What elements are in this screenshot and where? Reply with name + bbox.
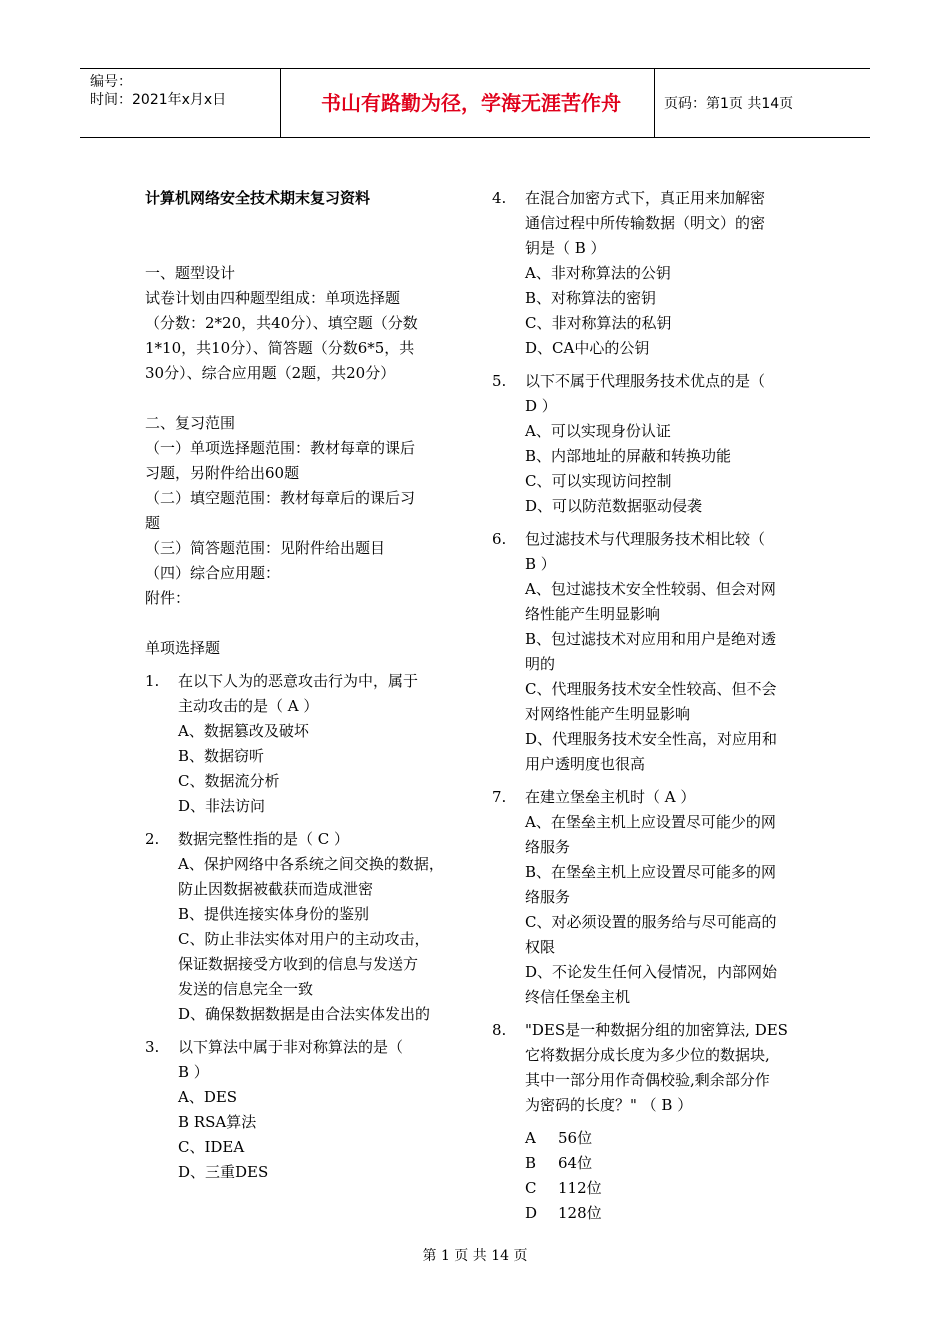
section-title: 二、复习范围 xyxy=(145,414,236,432)
option: B、包过滤技术对应用和用户是绝对透 xyxy=(525,630,777,648)
option-text: 56位 xyxy=(558,1129,593,1147)
question-stem: B ） xyxy=(525,555,556,573)
option: 发送的信息完全一致 xyxy=(178,980,314,998)
option: B RSA算法 xyxy=(178,1113,257,1131)
question-stem: 以下不属于代理服务技术优点的是（ xyxy=(525,372,766,390)
section-title: 单项选择题 xyxy=(145,639,221,657)
option: D、代理服务技术安全性高，对应用和 xyxy=(525,730,778,748)
question-number: 2. xyxy=(145,830,160,848)
option: C、可以实现访问控制 xyxy=(525,472,672,490)
section-title: 一、题型设计 xyxy=(145,264,236,282)
paragraph-line: 题 xyxy=(145,514,161,532)
option: 防止因数据被截获而造成泄密 xyxy=(178,880,374,898)
option: 终信任堡垒主机 xyxy=(525,988,631,1006)
option xyxy=(492,1201,812,1226)
question-number: 7. xyxy=(492,788,507,806)
option: A、可以实现身份认证 xyxy=(525,422,671,440)
option: 保证数据接受方收到的信息与发送方 xyxy=(178,955,419,973)
question-number: 5. xyxy=(492,372,507,390)
question xyxy=(492,369,812,519)
option-text: 128位 xyxy=(558,1204,602,1222)
question xyxy=(492,785,812,1010)
option xyxy=(492,1176,812,1201)
question-stem: D ） xyxy=(525,397,557,415)
question-stem: 钥是（ B ） xyxy=(525,239,606,257)
paragraph-line: （四）综合应用题： xyxy=(145,564,281,582)
question-stem: 包过滤技术与代理服务技术相比较（ xyxy=(525,530,766,548)
question xyxy=(145,1035,465,1185)
page-footer: 第 1 页 共 14 页 xyxy=(422,1248,528,1264)
question xyxy=(492,1018,812,1226)
option: A、数据篡改及破坏 xyxy=(178,722,309,740)
option-letter: A xyxy=(525,1129,536,1147)
option-text: 64位 xyxy=(558,1154,593,1172)
paragraph-line: 30分）、综合应用题（2题，共20分） xyxy=(145,364,396,382)
option: 用户透明度也很高 xyxy=(525,755,646,773)
time-label: 时间：2021年x月x日 xyxy=(90,92,227,108)
option: D、确保数据数据是由合法实体发出的 xyxy=(178,1005,431,1023)
option-letter: D xyxy=(525,1204,538,1222)
question-stem: "DES是一种数据分组的加密算法, DES xyxy=(525,1021,788,1039)
option: 络服务 xyxy=(525,888,571,906)
option xyxy=(492,1151,812,1176)
option: C、非对称算法的私钥 xyxy=(525,314,672,332)
option: B、数据窃听 xyxy=(178,747,265,765)
option: 络服务 xyxy=(525,838,571,856)
option: A、保护网络中各系统之间交换的数据， xyxy=(178,855,444,873)
question-stem: 它将数据分成长度为多少位的数据块, xyxy=(525,1046,770,1064)
right-column xyxy=(492,186,812,1226)
option: C、IDEA xyxy=(178,1138,245,1156)
page-label: 页码：第1页 共14页 xyxy=(664,96,794,112)
document-title: 计算机网络安全技术期末复习资料 xyxy=(145,189,371,207)
question-number: 4. xyxy=(492,189,507,207)
paragraph-line: 试卷计划由四种题型组成：单项选择题 xyxy=(145,289,401,307)
question-stem: 为密码的长度？" （ B ） xyxy=(525,1096,693,1114)
option-text: 112位 xyxy=(558,1179,602,1197)
option: D、CA中心的公钥 xyxy=(525,339,650,357)
option: D、三重DES xyxy=(178,1163,269,1181)
question-stem: 其中一部分用作奇偶校验,剩余部分作 xyxy=(525,1071,770,1089)
option: 对网络性能产生明显影响 xyxy=(525,705,691,723)
option-letter: B xyxy=(525,1154,537,1172)
paragraph-line: （二）填空题范围：教材每章后的课后习 xyxy=(145,489,416,507)
header-motto: 书山有路勤为径，学海无涯苦作舟 xyxy=(321,91,621,115)
option: C、代理服务技术安全性较高、但不会 xyxy=(525,680,777,698)
question-stem: B ） xyxy=(178,1063,209,1081)
question-number: 8. xyxy=(492,1021,507,1039)
page-header xyxy=(80,68,870,138)
question-number: 3. xyxy=(145,1038,160,1056)
paragraph-line: （分数：2*20，共40分）、填空题（分数 xyxy=(145,314,418,332)
option: A、在堡垒主机上应设置尽可能少的网 xyxy=(525,813,776,831)
option: 络性能产生明显影响 xyxy=(525,605,661,623)
option: B、在堡垒主机上应设置尽可能多的网 xyxy=(525,863,777,881)
option: B、提供连接实体身份的鉴别 xyxy=(178,905,370,923)
option: C、对必须设置的服务给与尽可能高的 xyxy=(525,913,777,931)
header-divider xyxy=(654,69,655,137)
question-stem: 以下算法中属于非对称算法的是（ xyxy=(178,1038,404,1056)
option: 明的 xyxy=(525,655,556,673)
question-stem: 通信过程中所传输数据（明文）的密 xyxy=(525,214,766,232)
question xyxy=(492,527,812,777)
question-stem: 主动攻击的是（ A ） xyxy=(178,697,319,715)
option: B、内部地址的屏蔽和转换功能 xyxy=(525,447,732,465)
option: 权限 xyxy=(525,938,556,956)
question xyxy=(492,186,812,361)
paragraph-line: 习题，另附件给出60题 xyxy=(145,464,300,482)
option: C、数据流分析 xyxy=(178,772,280,790)
option: D、不论发生任何入侵情况，内部网始 xyxy=(525,963,778,981)
option xyxy=(492,1126,812,1151)
option: A、包过滤技术安全性较弱、但会对网 xyxy=(525,580,776,598)
paragraph-line: 附件： xyxy=(145,589,191,607)
question-stem: 在建立堡垒主机时（ A ） xyxy=(525,788,696,806)
option: C、防止非法实体对用户的主动攻击， xyxy=(178,930,430,948)
number-label: 编号： xyxy=(90,74,132,90)
left-column xyxy=(145,186,465,1185)
question-stem: 在以下人为的恶意攻击行为中，属于 xyxy=(178,672,419,690)
paragraph-line: （一）单项选择题范围：教材每章的课后 xyxy=(145,439,416,457)
question-stem: 在混合加密方式下，真正用来加解密 xyxy=(525,189,766,207)
option: A、非对称算法的公钥 xyxy=(525,264,671,282)
option: B、对称算法的密钥 xyxy=(525,289,657,307)
question-number: 6. xyxy=(492,530,507,548)
header-meta xyxy=(90,73,226,109)
option: A、DES xyxy=(178,1088,238,1106)
question xyxy=(145,827,465,1027)
option-letter: C xyxy=(525,1179,537,1197)
option: D、可以防范数据驱动侵袭 xyxy=(525,497,703,515)
question xyxy=(145,669,465,819)
paragraph-line: 1*10，共10分）、简答题（分数6*5，共 xyxy=(145,339,415,357)
question-stem: 数据完整性指的是（ C ） xyxy=(178,830,350,848)
question-number: 1. xyxy=(145,672,160,690)
option: D、非法访问 xyxy=(178,797,266,815)
paragraph-line: （三）简答题范围：见附件给出题目 xyxy=(145,539,386,557)
